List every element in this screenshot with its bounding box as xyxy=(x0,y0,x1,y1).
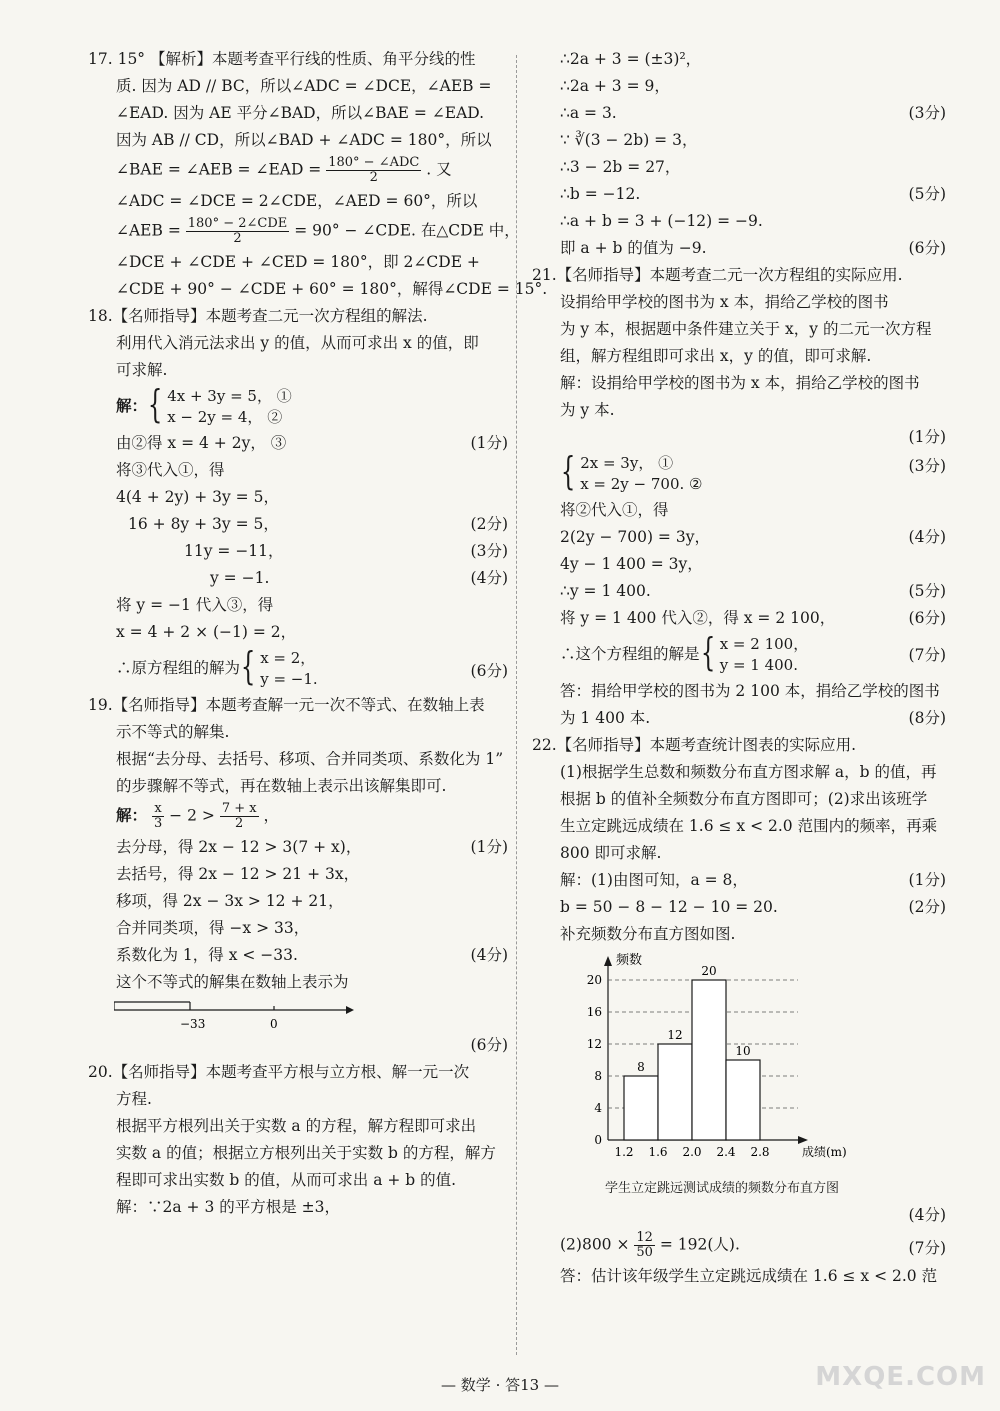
p17-line: 17. 15° 【解析】本题考查平行线的性质、角平分线的性 xyxy=(88,50,476,68)
p20-line: ∴2a + 3 = 9， xyxy=(560,77,670,95)
y-tick-label: 12 xyxy=(586,1037,602,1051)
p21-line: 答：捐给甲学校的图书为 2 100 本，捐给乙学校的图书 xyxy=(560,682,940,700)
brace: { xyxy=(240,644,256,688)
p22-line: 补充频数分布直方图如图. xyxy=(560,925,736,943)
x-tick-label: 2.4 xyxy=(716,1145,736,1159)
p18-line xyxy=(88,432,508,459)
p21-line xyxy=(532,707,946,734)
p21-line xyxy=(532,607,946,634)
p19-line xyxy=(88,836,508,863)
histogram-bar xyxy=(692,980,726,1140)
text: = 192(人). xyxy=(659,1235,740,1254)
p20-line: ∴a + b = 3 + (−12) = −9. xyxy=(560,212,763,230)
score-mark: (5分) xyxy=(908,185,946,203)
arrow-icon xyxy=(346,1006,354,1014)
p20-line: 程即可求出实数 b 的值，从而可求出 a + b 的值. xyxy=(116,1171,457,1189)
p18-line: 将 y = −1 代入③，得 xyxy=(116,596,274,614)
y-tick-label: 8 xyxy=(594,1069,602,1083)
histogram xyxy=(548,950,878,1180)
p20-line: ∴2a + 3 = (±3)²， xyxy=(560,50,702,68)
score-mark: (4分) xyxy=(470,946,508,964)
p18-system xyxy=(88,382,508,432)
text: 由②得 x = 4 + 2y， ③ xyxy=(116,434,287,452)
p19-line: 移项，得 2x − 3x > 12 + 21， xyxy=(116,892,344,910)
chart-caption: 学生立定跳远测试成绩的频数分布直方图 xyxy=(604,1181,839,1196)
text: 11y = −11， xyxy=(184,542,284,560)
text: y = −1. xyxy=(210,569,270,587)
p17-line: ∠EAD. 因为 AE 平分∠BAD，所以∠BAE = ∠EAD. xyxy=(116,104,485,122)
p21-line xyxy=(532,526,946,553)
p20-line: ∴3 − 2b = 27， xyxy=(560,158,681,176)
score-mark: (5分) xyxy=(908,582,946,600)
p18-line: 4(4 + 2y) + 3y = 5， xyxy=(116,488,279,506)
p20-line: 解：∵2a + 3 的平方根是 ±3， xyxy=(116,1198,341,1216)
p17-line: ∠DCE + ∠CDE + ∠CED = 180°，即 2∠CDE + xyxy=(116,253,480,271)
text: = 90° − ∠CDE. 在△CDE 中， xyxy=(294,221,520,240)
p20-line xyxy=(532,102,946,129)
p19-line: 这个不等式的解集在数轴上表示为 xyxy=(116,973,349,991)
equation-lines xyxy=(720,634,809,676)
numerator: 12 xyxy=(636,1230,653,1245)
p19-line: 示不等式的解集. xyxy=(116,723,230,741)
p22-line: 根据 b 的值补全频数分布直方图即可；(2)求出该班学 xyxy=(560,790,928,808)
brace: { xyxy=(700,630,715,674)
text: 系数化为 1，得 x < −33. xyxy=(116,946,298,964)
score-mark: (6分) xyxy=(908,609,946,627)
score-mark: (3分) xyxy=(908,457,946,475)
equation: x = 2， xyxy=(260,649,316,667)
p20-line: 方程. xyxy=(116,1090,152,1108)
y-tick-label: 16 xyxy=(586,1005,602,1019)
x-tick-label: 1.6 xyxy=(648,1145,668,1159)
text: 2(2y − 700) = 3y， xyxy=(560,528,710,546)
p22-line: 生立定跳远成绩在 1.6 ≤ x < 2.0 范围内的频率，再乘 xyxy=(560,817,938,835)
p17-line-fraction xyxy=(88,156,508,190)
fraction xyxy=(220,802,259,831)
p19-inequality xyxy=(88,802,508,836)
p21-line: 4y − 1 400 = 3y， xyxy=(560,555,703,573)
p17-line: 因为 AB // CD，所以∠BAD + ∠ADC = 180°，所以 xyxy=(116,131,492,149)
histogram-bar xyxy=(726,1060,760,1140)
score-mark: (7分) xyxy=(908,1239,946,1257)
score-mark: (3分) xyxy=(908,104,946,122)
numerator: 180° − ∠ADC xyxy=(328,155,420,170)
denominator: 2 xyxy=(369,170,378,185)
equation: x = 2y − 700. ② xyxy=(580,475,703,493)
text: ∴a = 3. xyxy=(560,104,617,122)
p22-heading: 22.【名师指导】本题考查统计图表的实际应用. xyxy=(532,736,857,754)
score-mark: (2分) xyxy=(908,898,946,916)
p17-line-fraction xyxy=(88,216,520,251)
p19-line xyxy=(88,944,508,971)
text: ∴b = −12. xyxy=(560,185,641,203)
x-tick-label: 1.2 xyxy=(614,1145,634,1159)
number-line-svg xyxy=(114,998,374,1034)
p18-heading: 18.【名师指导】本题考查二元一次方程组的解法. xyxy=(88,307,428,325)
solution-label: 解： xyxy=(116,805,148,825)
p20-line: 实数 a 的值；根据立方根列出关于实数 b 的方程，解方 xyxy=(116,1144,496,1162)
p20-heading: 20.【名师指导】本题考查平方根与立方根、解一元一次 xyxy=(88,1063,470,1081)
bar-value-label: 8 xyxy=(637,1060,645,1074)
numerator: 180° − 2∠CDE xyxy=(187,216,288,231)
fraction xyxy=(152,802,164,831)
x-tick-label: 2.0 xyxy=(682,1145,702,1159)
p19-score-line xyxy=(88,1034,508,1061)
p19-heading: 19.【名师指导】本题考查解一元一次不等式、在数轴上表 xyxy=(88,696,485,714)
p22-line: 800 即可求解. xyxy=(560,844,662,862)
equation-lines xyxy=(167,386,292,428)
p21-line xyxy=(532,580,946,607)
y-tick-label: 0 xyxy=(594,1133,602,1147)
p22-line-fraction xyxy=(532,1231,946,1265)
text: 即 a + b 的值为 −9. xyxy=(560,239,707,257)
text: 为 1 400 本. xyxy=(560,709,651,727)
denominator: 2 xyxy=(235,816,244,831)
p20-line xyxy=(532,183,946,210)
brace: { xyxy=(147,382,163,426)
p18-line: x = 4 + 2 × (−1) = 2， xyxy=(116,623,297,641)
text: 16 + 8y + 3y = 5， xyxy=(128,515,279,533)
score-mark: (3分) xyxy=(470,542,508,560)
p20-line xyxy=(532,237,946,264)
bar-value-label: 10 xyxy=(735,1044,751,1058)
x-axis-label: 成绩(m) xyxy=(802,1145,847,1159)
p18-line xyxy=(88,540,508,567)
p20-line: ∵ ∛(3 − 2b) = 3， xyxy=(560,131,698,149)
p19-line: 合并同类项，得 −x > 33， xyxy=(116,919,310,937)
p21-heading: 21.【名师指导】本题考查二元一次方程组的实际应用. xyxy=(532,266,903,284)
y-axis-label: 频数 xyxy=(616,953,643,968)
p21-result xyxy=(532,630,946,680)
text: (2)800 × xyxy=(560,1235,630,1254)
fraction xyxy=(326,156,421,185)
text: ∠BAE = ∠AEB = ∠EAD = xyxy=(116,160,322,179)
text: ∠AEB = xyxy=(116,221,181,240)
tick-label: −33 xyxy=(180,1017,206,1031)
score-mark: (2分) xyxy=(470,515,508,533)
score-mark: (6分) xyxy=(470,1036,508,1054)
p19-line: 去括号，得 2x − 12 > 21 + 3x， xyxy=(116,865,360,883)
p18-line xyxy=(88,513,508,540)
denominator: 2 xyxy=(233,231,242,246)
denominator: 3 xyxy=(153,816,163,831)
score-mark: (4分) xyxy=(908,1206,946,1224)
p22-score-line xyxy=(532,1204,946,1231)
equation-lines xyxy=(580,453,702,495)
score-mark: (4分) xyxy=(908,528,946,546)
page-footer: — 数学 · 答13 — xyxy=(441,1376,559,1394)
p21-score-line xyxy=(532,426,946,453)
bar-value-label: 12 xyxy=(667,1028,683,1042)
text: 将 y = 1 400 代入②，得 x = 2 100， xyxy=(560,609,836,627)
fraction xyxy=(186,217,290,246)
p21-line: 组，解方程组即可求出 x，y 的值，即可求解. xyxy=(560,347,872,365)
p17-line: 质. 因为 AD // BC，所以∠ADC = ∠DCE，∠AEB = xyxy=(116,77,492,95)
p18-result xyxy=(88,644,508,694)
p21-line: 解：设捐给甲学校的图书为 x 本，捐给乙学校的图书 xyxy=(560,374,920,392)
histogram-bar xyxy=(658,1044,692,1140)
p22-line: (1)根据学生总数和频数分布直方图求解 a，b 的值，再 xyxy=(560,763,937,781)
p20-line: 根据平方根列出关于实数 a 的方程，解方程即可求出 xyxy=(116,1117,477,1135)
left-column xyxy=(88,48,548,1223)
p21-line: 设捐给甲学校的图书为 x 本，捐给乙学校的图书 xyxy=(560,293,889,311)
equation: x − 2y = 4， ② xyxy=(167,408,283,426)
text: ∴原方程组的解为 xyxy=(116,659,241,677)
score-mark: (1分) xyxy=(470,434,508,452)
histogram-svg xyxy=(548,950,878,1170)
solution-label: 解： xyxy=(116,396,148,415)
score-mark: (6分) xyxy=(470,662,508,680)
p22-line xyxy=(532,869,946,896)
p18-line: 可求解. xyxy=(116,361,168,379)
p19-line: 根据“去分母、去括号、移项、合并同类项、系数化为 1” xyxy=(116,750,504,768)
x-arrow-icon xyxy=(798,1136,808,1144)
y-arrow-icon xyxy=(604,956,612,966)
text: b = 50 − 8 − 12 − 10 = 20. xyxy=(560,898,778,916)
number-line xyxy=(114,998,374,1034)
p18-line: 利用代入消元法求出 y 的值，从而可求出 x 的值，即 xyxy=(116,334,479,352)
numerator: x xyxy=(152,802,164,817)
equation: 4x + 3y = 5， ① xyxy=(167,387,292,405)
right-column xyxy=(532,48,946,1292)
histogram-bar xyxy=(624,1076,658,1140)
p18-line xyxy=(88,567,508,594)
score-mark: (7分) xyxy=(908,646,946,664)
column-divider xyxy=(516,55,517,1355)
denominator: 50 xyxy=(636,1245,653,1260)
score-mark: (1分) xyxy=(908,871,946,889)
score-mark: (6分) xyxy=(908,239,946,257)
y-tick-label: 4 xyxy=(594,1101,602,1115)
p22-line xyxy=(532,896,946,923)
p21-line: 将②代入①，得 xyxy=(560,501,669,519)
fraction xyxy=(634,1231,655,1260)
bar-value-label: 20 xyxy=(701,964,717,978)
equation: x = 2 100， xyxy=(719,635,809,653)
p18-line: 将③代入①，得 xyxy=(116,461,225,479)
text: − 2 > xyxy=(169,806,215,825)
equation: y = 1 400. xyxy=(719,656,798,674)
p19-line: 的步骤解不等式，再在数轴上表示出该解集即可. xyxy=(116,777,447,795)
text: 去分母，得 2x − 12 > 3(7 + x)， xyxy=(116,838,362,856)
p17-line: ∠ADC = ∠DCE = 2∠CDE，∠AED = 60°，所以 xyxy=(116,192,478,210)
p21-system xyxy=(532,449,946,499)
y-tick-label: 20 xyxy=(586,973,602,987)
p17-line: ∠CDE + 90° − ∠CDE + 60° = 180°，解得∠CDE = 15°. xyxy=(116,280,548,298)
equation: 2x = 3y， ① xyxy=(580,454,674,472)
text: . 又 xyxy=(426,160,452,179)
text: ∴这个方程组的解是 xyxy=(560,645,700,663)
score-mark: (1分) xyxy=(908,428,946,446)
score-mark: (1分) xyxy=(470,838,508,856)
brace: { xyxy=(560,449,576,493)
x-tick-label: 2.8 xyxy=(750,1145,770,1159)
score-mark: (4分) xyxy=(470,569,508,587)
site-watermark: MXQE.COM xyxy=(815,1362,986,1392)
p22-line: 答：估计该年级学生立定跳远成绩在 1.6 ≤ x < 2.0 范 xyxy=(560,1267,938,1285)
text: 解：(1)由图可知，a = 8， xyxy=(560,871,748,889)
tick-label: 0 xyxy=(270,1017,278,1031)
text: ∴y = 1 400. xyxy=(560,582,651,600)
p21-line: 为 y 本，根据题中条件建立关于 x，y 的二元一次方程 xyxy=(560,320,932,338)
p21-line: 为 y 本. xyxy=(560,401,615,419)
score-mark: (8分) xyxy=(908,709,946,727)
numerator: 7 + x xyxy=(221,801,257,816)
text: ， xyxy=(263,806,280,825)
equation-lines xyxy=(260,648,317,690)
equation: y = −1. xyxy=(260,670,318,688)
